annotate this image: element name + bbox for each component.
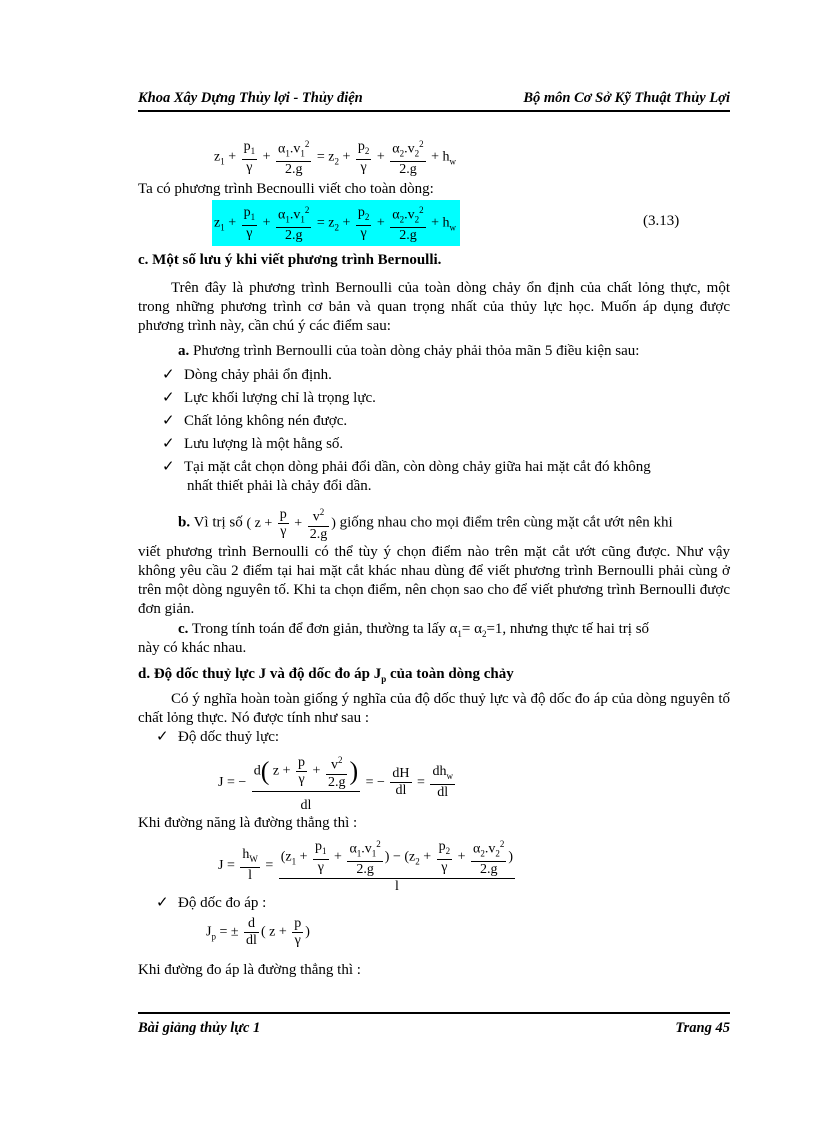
equation-hydraulic-gradient: J = − d( z + $\frac{p}{\gamma}$ + $\frac{v^2}{2.g}$ ) dl = − $\frac{dH}{dl}$ = $\frac{dh_w}{dl}$ [218, 752, 457, 814]
section-d-heading-pre: d. Độ dốc thuỷ lực J và độ dốc đo áp J [138, 666, 382, 682]
check-item [162, 435, 651, 458]
check-icon: ✓ [156, 895, 169, 911]
equation-bernoulli-313 [212, 200, 460, 246]
check-hydraulic-gradient [156, 728, 279, 747]
item-c-text: Trong tính toán để đơn giản, thường ta lấy α [188, 621, 458, 637]
section-d-heading-sub: p [381, 674, 387, 684]
equation-piezometric-gradient: $J_p$ = ± $\frac{d}{dl}$ ( z + $\frac{p}{\gamma}$ ) [206, 916, 310, 948]
check-item-text: Lưu lượng là một hằng số. [184, 436, 344, 452]
item-c-cont: này có khác nhau. [138, 640, 247, 656]
item-a-label: a. [178, 343, 190, 359]
section-c-heading: c. Một số lưu ý khi viết phương trình Bernoulli. [138, 252, 442, 268]
equation-head-sum: ( z + $\frac{p}{\gamma}$ + $\frac{v^2}{2.g}$ ) [247, 516, 336, 531]
item-b-label: b. [178, 514, 191, 531]
check-icon: ✓ [162, 436, 175, 452]
footer-rule [138, 1012, 730, 1014]
line-text-2: Khi đường đo áp là đường thẳng thì : [138, 962, 361, 978]
item-c-text3: =1, nhưng thực tế hai trị số [486, 621, 650, 637]
check-item-text: Lực khối lượng chỉ là trọng lực. [184, 390, 376, 406]
item-a-text: Phương trình Bernoulli của toàn dòng chảy phải thỏa mãn 5 điều kiện sau: [189, 343, 640, 359]
check-item-text: Tại mặt cắt chọn dòng phải đổi dần, còn dòng chảy giữa hai mặt cắt đó không [184, 459, 651, 475]
check-icon: ✓ [156, 729, 169, 745]
check-icon: ✓ [162, 413, 175, 429]
section-d-para: Có ý nghĩa hoàn toàn giống ý nghĩa của độ dốc thuỷ lực và độ dốc đo áp của dòng nguyên tố chất lỏng thực. Nó được tính như sau : [138, 691, 730, 726]
equation-hydraulic-gradient-line: J = $\frac{h_W}{l}$ = ($z_1$ + $\frac{p_1}{\gamma}$ + $\frac{\alpha_1.v_1^2}{2.g}$ ) − ($z_2$ + $\frac{p_2}{\gamma}$ + $\frac{\alpha_2.v_2^2}{2.g}$ ) l [218, 836, 517, 895]
item-c-label: c. [178, 621, 189, 637]
section-c-para1: Trên đây là phương trình Bernoulli của toàn dòng chảy ổn định của chất lỏng thực, một trong những phương trình cơ bản và quan trọng nhất của thủy lực học. Muốn áp dụng được phương trình này, cần chú ý các điểm sau: [138, 280, 730, 334]
item-b [178, 504, 730, 543]
check-item-text: Độ dốc đo áp : [178, 895, 267, 911]
check-icon: ✓ [162, 367, 175, 383]
equation-highlight: $z_1$ + $\frac{p_1}{\gamma}$ + $\frac{\alpha_1.v_1^2}{2.g}$ = $z_2$ + $\frac{p_2}{\gamma}$ + $\frac{\alpha_2.v_2^2}{2.g}$ + $h_w$ [212, 200, 460, 246]
item-c: c. Trong tính toán để đơn giản, thường ta lấy $\alpha_1= \alpha_2=1$, nhưng thực tế hai trị số [178, 621, 650, 639]
section-d-heading-post: của toàn dòng chảy [386, 666, 514, 682]
check-list [162, 366, 651, 496]
header-rule [138, 110, 730, 112]
check-item [162, 366, 651, 389]
check-item [162, 389, 651, 412]
check-icon: ✓ [162, 459, 175, 475]
section-d-heading [138, 665, 514, 689]
check-item [162, 458, 651, 477]
check-item-text: Dòng chảy phải ổn định. [184, 367, 332, 383]
item-b-pre: Vì trị số [193, 514, 243, 531]
footer-left: Bài giảng thủy lực 1 [138, 1020, 261, 1036]
page-number: Trang 45 [675, 1020, 730, 1036]
check-item-continuation: nhất thiết phải là chảy đổi dần. [187, 478, 372, 494]
check-icon: ✓ [162, 390, 175, 406]
intro-text: Ta có phương trình Becnoulli viết cho toàn dòng: [138, 181, 434, 197]
line-text-1: Khi đường năng là đường thẳng thì : [138, 815, 358, 831]
equation-bernoulli-1: $z_1$ + $\frac{p_1}{\gamma}$ + $\frac{\alpha_1.v_1^2}{2.g}$ = $z_2$ + $\frac{p_2}{\gamma}$ + $\frac{\alpha_2.v_2^2}{2.g}$ + $h_w$ [214, 136, 456, 178]
header-left: Khoa Xây Dựng Thủy lợi - Thủy điện [138, 90, 363, 106]
header-right: Bộ môn Cơ Sở Kỹ Thuật Thủy Lợi [523, 90, 730, 106]
check-item-text: Độ dốc thuỷ lực: [178, 729, 280, 745]
check-item [162, 412, 651, 435]
item-b-post: giống nhau cho mọi điểm trên cùng mặt cắt ướt nên khi [339, 514, 673, 531]
check-item-text: Chất lỏng không nén được. [184, 413, 348, 429]
item-c-text2: = α [461, 621, 482, 637]
item-b-para: viết phương trình Bernoulli có thể tùy ý chọn điểm nào trên mặt cắt ướt cũng được. Như vậy không yêu cầu 2 điểm tại hai mặt cắt khác nhau dùng để viết phương trình Bernoulli phải cùng ở trên một dòng nguyên tố. Khi ta chọn điểm, nên chọn sao cho để viết phương trình Bernoulli được đơn giản. [138, 544, 730, 617]
equation-number: (3.13) [643, 213, 680, 229]
check-piezometric-gradient [156, 894, 266, 913]
item-a [178, 342, 639, 361]
